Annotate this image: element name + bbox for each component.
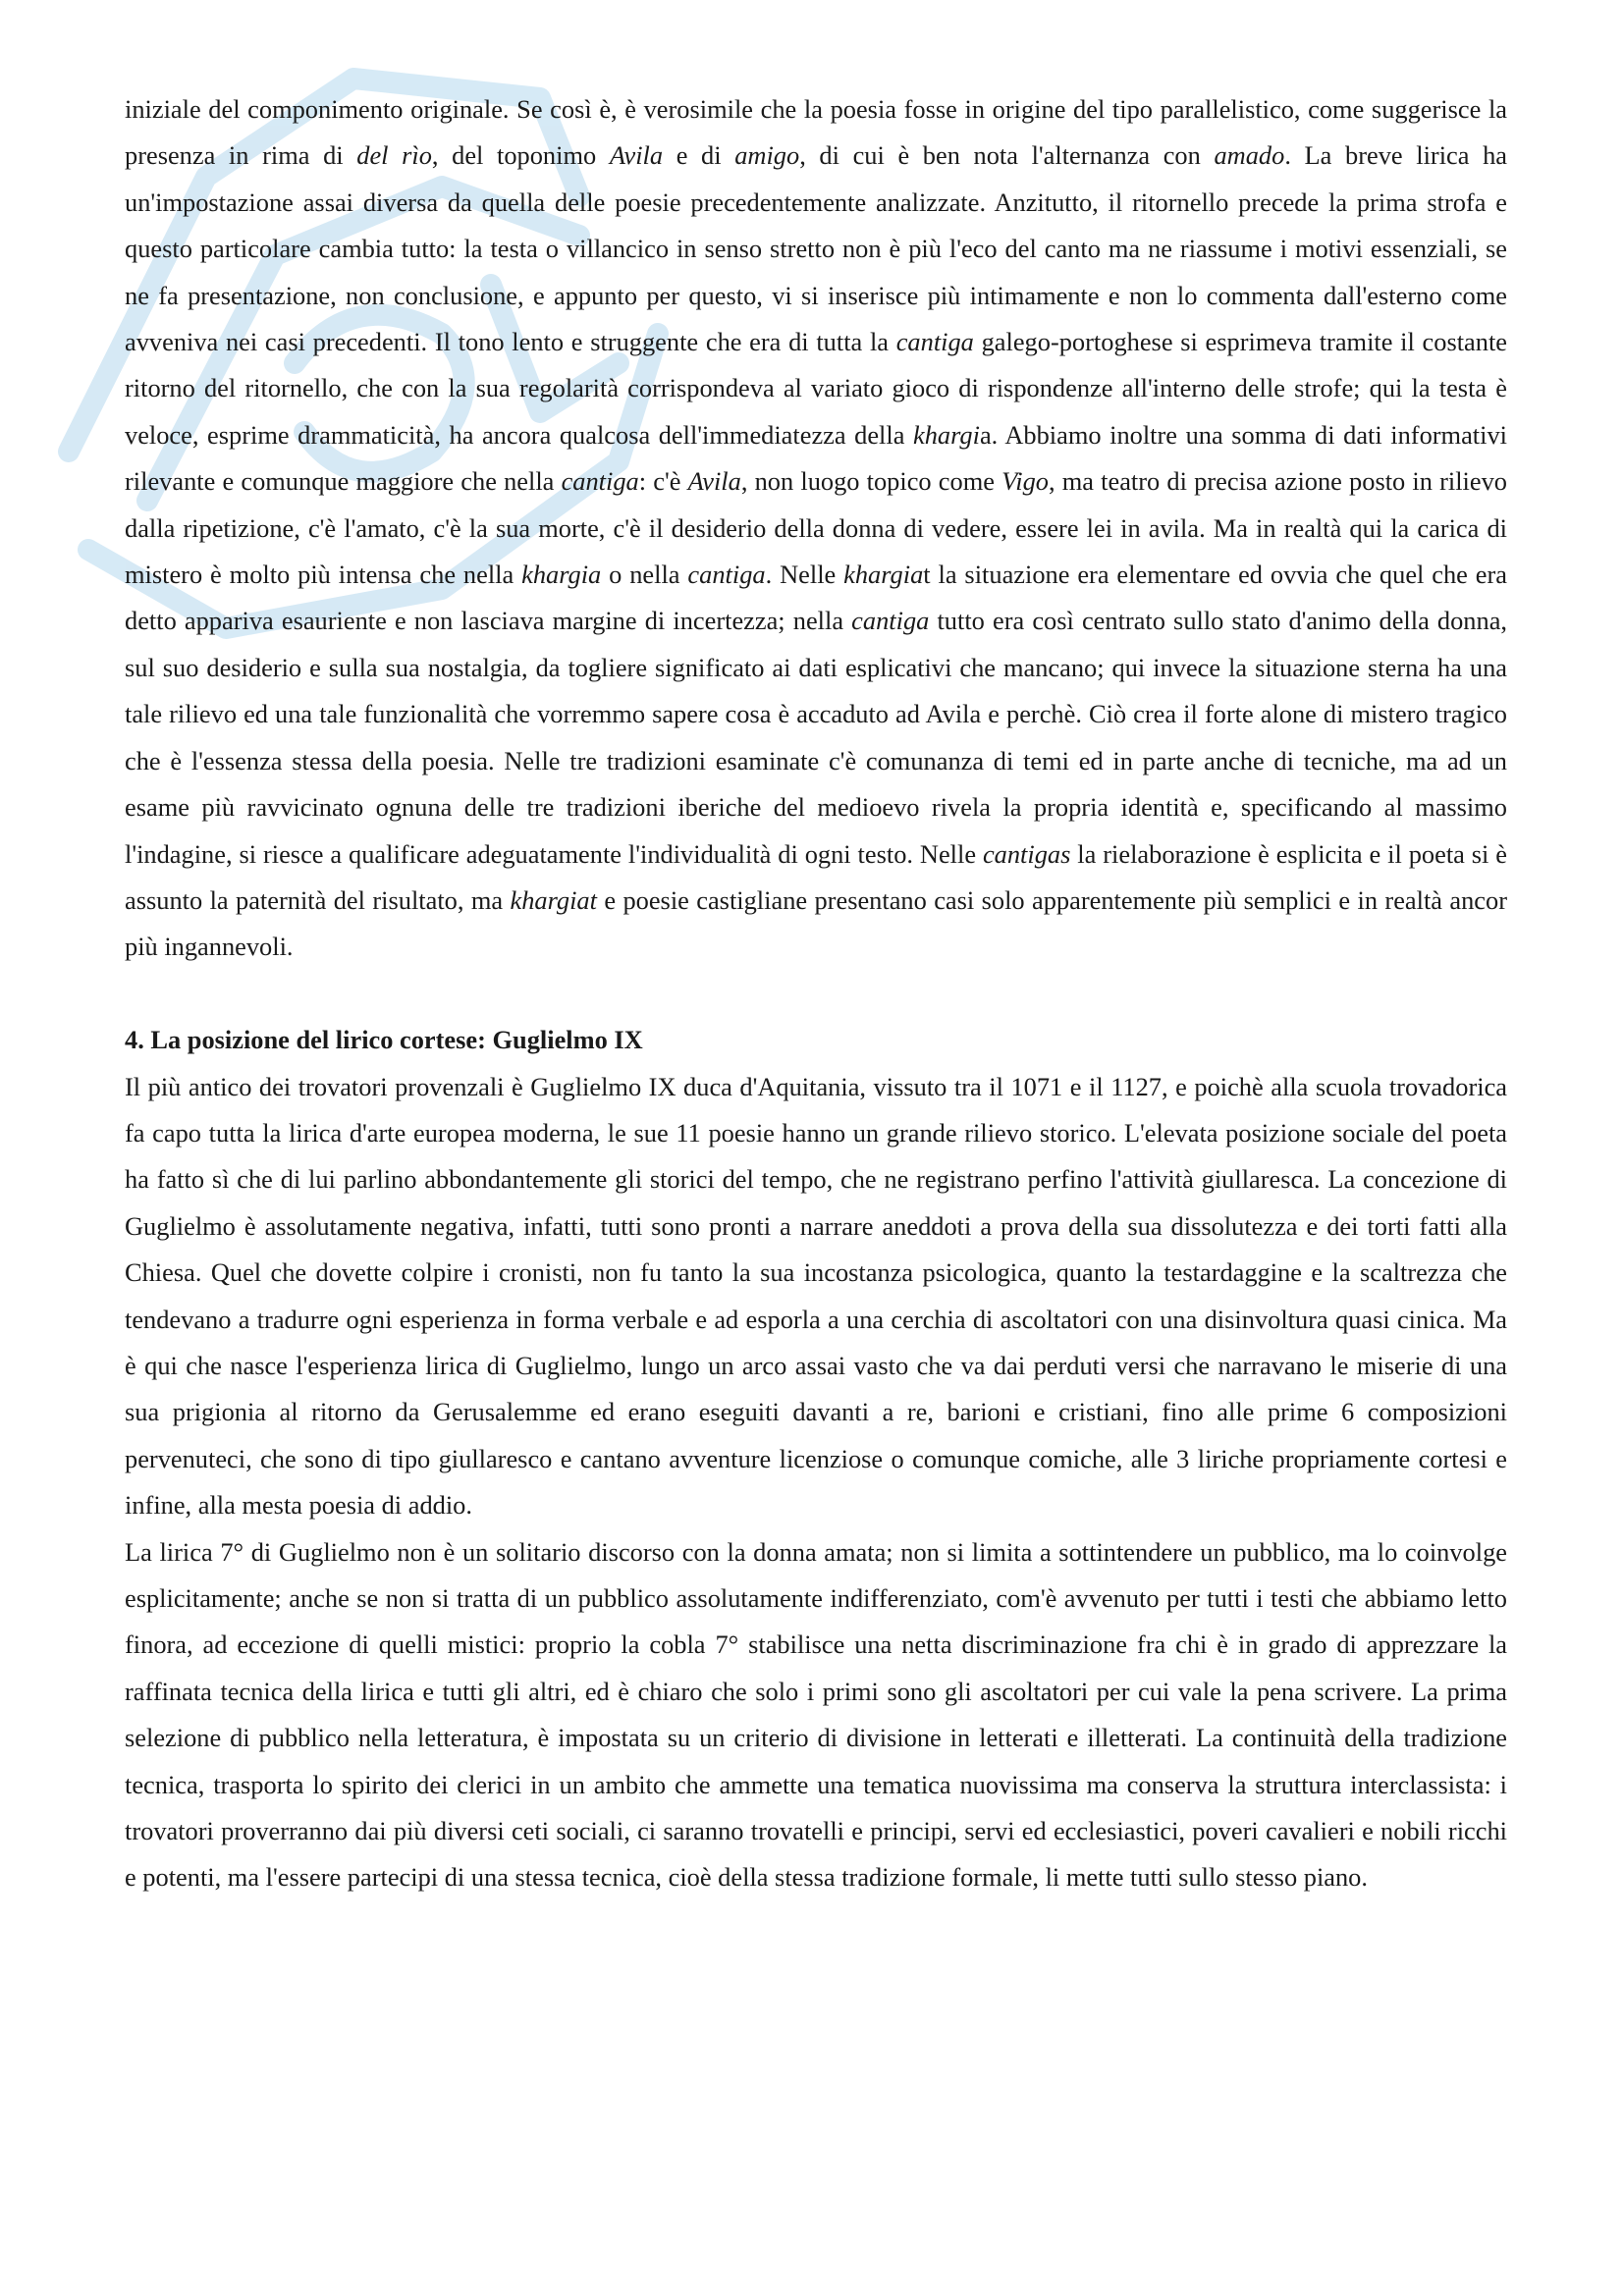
text-run: t la situazione era elementare ed ovvia che quel che era detto appariva esauriente e non lasciava margine di incertezza; nella <box>125 560 1507 636</box>
text-run: tutto era così centrato sullo stato d'animo della donna, sul suo desiderio e sulla sua nostalgia, da togliere significato ai dati esplicativi che mancano; qui invece la situazione sterna ha una tale rilievo ed una tale funzionalità che vorremmo sapere cosa è accaduto ad Avila e perchè. Ciò crea il forte alone di mistero tragico che è l'essenza stessa della poesia. Nelle tre tradizioni esaminate c'è comunanza di temi ed in parte anche di tecniche, ma ad un esame più ravvicinato ognuna delle tre tradizioni iberiche del medioevo rivela la propria identità e, specificando al massimo l'indagine, si riesce a qualificare adeguatamente l'individualità di ogni testo. Nelle <box>125 606 1508 869</box>
text-run: o nella <box>601 560 688 590</box>
italic-term: cantigas <box>982 838 1071 869</box>
body-paragraph: La lirica 7° di Guglielmo non è un solitario discorso con la donna amata; non si limita a sottintendere un pubblico, ma lo coinvolge esplicitamente; anche se non si tratta di un pubblico assolutamente indifferenziato, com'è avvenuto per tutti i testi che abbiamo letto finora, ad eccezione di quelli mistici: proprio la cobla 7° stabilisce una netta discriminazione fra chi è in grado di apprezzare la raffinata tecnica della lirica e tutti gli altri, ed è chiaro che solo i primi sono gli ascoltatori per cui vale la pena scrivere. La prima selezione di pubblico nella letteratura, è impostata su un criterio di divisione in letterati e illetterati. La continuità della tradizione tecnica, trasporta lo spirito dei clerici in un ambito che ammette una tematica nuovissima ma conserva la struttura interclassista: i trovatori proverranno dai più diversi ceti sociali, ci saranno trovatelli e principi, servi ed ecclesiastici, poveri cavalieri e nobili ricchi e potenti, ma l'essere partecipi di una stessa tecnica, cioè della stessa tradizione formale, li mette tutti sullo stesso piano. <box>125 1536 1507 1893</box>
text-run: la rielaborazione è esplicita e il poeta si è assunto la paternità del risultato, ma <box>125 838 1507 915</box>
italic-term: Avila <box>687 466 741 497</box>
text-run: : c'è <box>638 466 688 497</box>
italic-term: khargia <box>521 560 602 590</box>
italic-term: cantiga <box>687 560 766 590</box>
text-run: , non luogo topico come <box>740 466 1002 497</box>
italic-term: khargia <box>843 560 924 590</box>
text-run: iniziale del componimento originale. Se così è, è verosimile che la poesia fosse in origine del tipo parallelistico, come suggerisce la presenza in rima di <box>125 94 1507 171</box>
italic-term: Avila <box>609 140 664 171</box>
text-run: . Nelle <box>765 560 844 590</box>
italic-term: cantiga <box>895 327 974 357</box>
italic-term: del rìo <box>356 140 432 171</box>
italic-term: cantiga <box>561 466 639 497</box>
text-run: galego-portoghese si esprimeva tramite il costante ritorno del ritornello, che con la sua regolarità corrispondeva al variato gioco di rispondenze all'interno delle strofe; qui la testa è veloce, esprime drammaticità, ha ancora qualcosa dell'immediatezza della <box>125 327 1507 450</box>
text-run: , del toponimo <box>431 140 610 171</box>
italic-term: cantiga <box>851 606 930 636</box>
text-run: e di <box>663 140 735 171</box>
text-run: , ma teatro di precisa azione posto in rilievo dalla ripetizione, c'è l'amato, c'è la sua morte, c'è il desiderio della donna di vedere, essere lei in avila. Ma in realtà qui la carica di mistero è molto più intensa che nella <box>125 466 1507 590</box>
text-run: , di cui è ben nota l'alternanza con <box>799 140 1215 171</box>
section-heading: 4. La posizione del lirico cortese: Guglielmo IX <box>125 1025 643 1055</box>
italic-term: amado <box>1214 140 1285 171</box>
body-paragraph: Il più antico dei trovatori provenzali è Guglielmo IX duca d'Aquitania, vissuto tra il 1071 e il 1127, e poichè alla scuola trovadorica fa capo tutta la lirica d'arte europea moderna, le sue 11 poesie hanno un grande rilievo storico. L'elevata posizione sociale del poeta ha fatto sì che di lui parlino abbondantemente gli storici del tempo, che ne registrano perfino l'attività giullaresca. La concezione di Guglielmo è assolutamente negativa, infatti, tutti sono pronti a narrare aneddoti a prova della sua dissolutezza e dei torti fatti alla Chiesa. Quel che dovette colpire i cronisti, non fu tanto la sua incostanza psicologica, quanto la testardaggine e la scaltrezza che tendevano a tradurre ogni esperienza in forma verbale e ad esporla a una cerchia di ascoltatori con una disinvoltura quasi cinica. Ma è qui che nasce l'esperienza lirica di Guglielmo, lungo un arco assai vasto che va dai perduti versi che narravano le miserie di una sua prigionia al ritorno da Gerusalemme ed erano eseguiti davanti a re, barioni e cristiani, fino alle prime 6 composizioni pervenuteci, che sono di tipo giullaresco e cantano avventure licenziose o comunque comiche, alle 3 liriche propriamente cortesi e infine, alla mesta poesia di addio. <box>125 1071 1507 1521</box>
italic-term: khargi <box>913 419 980 450</box>
italic-term: Vigo <box>1001 466 1049 497</box>
text-run: . La breve lirica ha un'impostazione assai diversa da quella delle poesie precedentemente analizzate. Anzitutto, il ritornello precede la prima strofa e questo particolare cambia tutto: la testa o villancico in senso stretto non è più l'eco del canto ma ne riassume i motivi essenziali, se ne fa presentazione, non conclusione, e appunto per questo, vi si inserisce più intimamente e non lo commenta dall'esterno come avveniva nei casi precedenti. Il tono lento e struggente che era di tutta la <box>125 140 1507 357</box>
italic-term: amigo <box>734 140 800 171</box>
italic-term: khargiat <box>510 884 597 915</box>
text-run: a. Abbiamo inoltre una somma di dati informativi rilevante e comunque maggiore che nella <box>125 419 1507 497</box>
document-page <box>125 86 1507 1901</box>
body-paragraph <box>125 86 1507 971</box>
text-run: e poesie castigliane presentano casi solo apparentemente più semplici e in realtà ancor più ingannevoli. <box>125 884 1507 962</box>
